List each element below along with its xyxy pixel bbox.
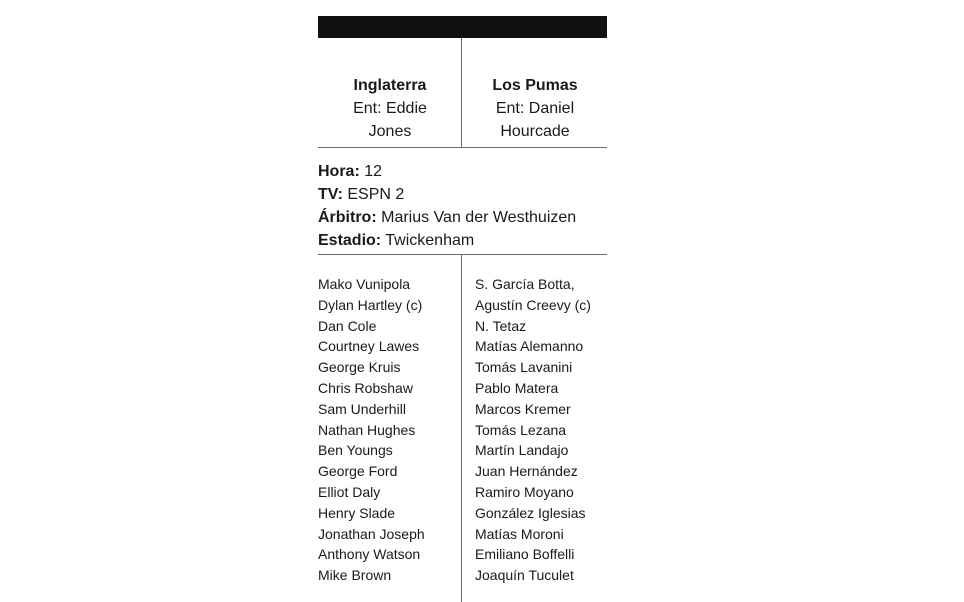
- player-name: Courtney Lawes: [318, 338, 420, 355]
- estadio-line: [318, 232, 474, 250]
- arbitro-value: Marius Van der Westhuizen: [381, 209, 577, 226]
- player-name: Joaquín Tuculet: [475, 567, 574, 584]
- player-name: N. Tetaz: [475, 317, 527, 334]
- home-team: [318, 74, 462, 143]
- hora-label: Hora:: [318, 163, 360, 180]
- player-name: Juan Hernández: [475, 463, 578, 480]
- player-name: Dan Cole: [318, 317, 377, 334]
- arbitro-line: [318, 209, 576, 227]
- player-name: Martín Landajo: [475, 442, 569, 459]
- player-name: Nathan Hughes: [318, 421, 416, 438]
- player-name: Ben Youngs: [318, 442, 393, 459]
- hora-value: 12: [364, 163, 383, 180]
- player-name: George Ford: [318, 463, 398, 480]
- away-lineup: [475, 274, 607, 586]
- away-team-name: Los Pumas: [492, 77, 578, 94]
- player-name: Agustín Creevy (c): [475, 296, 591, 313]
- player-name: Jonathan Joseph: [318, 525, 425, 542]
- player-name: Emiliano Boffelli: [475, 546, 575, 563]
- lineup-divider: [461, 255, 462, 602]
- away-team-coach: Ent: Daniel Hourcade: [495, 100, 575, 140]
- teams-divider: [461, 38, 462, 147]
- player-name: S. García Botta,: [475, 276, 575, 292]
- home-team-coach: Ent: Eddie Jones: [353, 100, 427, 140]
- player-name: Mako Vunipola: [318, 276, 411, 292]
- teams-section: [318, 38, 607, 148]
- player-name: George Kruis: [318, 359, 401, 376]
- home-team-name: Inglaterra: [353, 77, 427, 94]
- arbitro-label: Árbitro:: [318, 209, 377, 226]
- player-name: Tomás Lavanini: [475, 359, 573, 376]
- home-lineup: [318, 274, 458, 586]
- hora-line: [318, 163, 382, 181]
- player-name: Anthony Watson: [318, 546, 421, 563]
- player-name: Pablo Matera: [475, 379, 559, 396]
- player-name: Matías Alemanno: [475, 338, 584, 355]
- header-bar: [318, 16, 607, 38]
- match-card: [318, 16, 607, 602]
- away-team: [463, 74, 607, 143]
- player-name: Marcos Kremer: [475, 400, 571, 417]
- tv-line: [318, 186, 404, 204]
- tv-value: ESPN 2: [347, 186, 405, 203]
- player-name: Mike Brown: [318, 567, 392, 584]
- estadio-label: Estadio:: [318, 232, 382, 249]
- match-info: [318, 148, 607, 255]
- player-name: Matías Moroni: [475, 525, 564, 542]
- player-name: Dylan Hartley (c): [318, 296, 423, 313]
- tv-label: TV:: [318, 186, 343, 203]
- player-name: Sam Underhill: [318, 400, 406, 417]
- player-name: Tomás Lezana: [475, 421, 567, 438]
- player-name: Elliot Daly: [318, 483, 381, 500]
- player-name: Ramiro Moyano: [475, 483, 574, 500]
- player-name: Henry Slade: [318, 504, 396, 521]
- player-name: González Iglesias: [475, 504, 586, 521]
- player-name: Chris Robshaw: [318, 379, 413, 396]
- estadio-value: Twickenham: [385, 232, 475, 249]
